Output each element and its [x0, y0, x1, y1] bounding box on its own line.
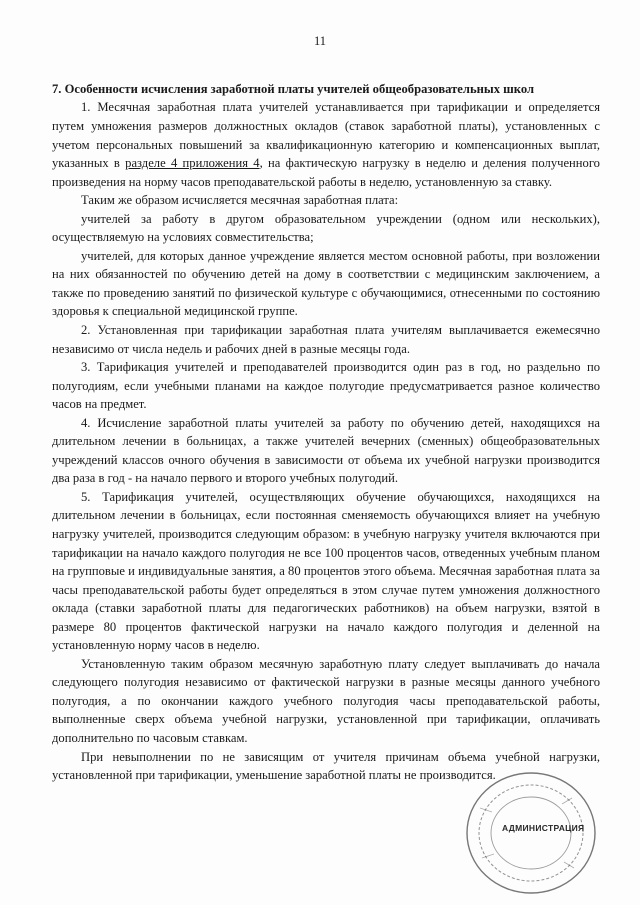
stamp-label: АДМИНИСТРАЦИЯ [502, 823, 585, 833]
paragraph-7: 4. Исчисление заработной платы учителей за работу по обучению детей, находящихся на длительном лечении в больницах, а также учителей вечерних (сменных) общеобразовательных учреждений классов очного обучения в зависимости от объема их учебной нагрузки производится два раза в год - на начало первого и второго учебных полугодий. [52, 415, 600, 486]
official-stamp [462, 768, 600, 898]
paragraph-5: 2. Установленная при тарификации заработная плата учителям выплачивается ежемесячно независимо от числа недель и рабочих дней в разные месяцы года. [52, 322, 600, 356]
stamp-icon [462, 768, 600, 898]
section-heading: 7. Особенности исчисления заработной платы учителей общеобразовательных школ [52, 82, 535, 96]
reference-link[interactable]: разделе 4 приложения 4 [125, 156, 260, 171]
document-body [52, 80, 600, 785]
paragraph-10: При невыполнении по не зависящим от учителя причинам объема учебной нагрузки, установленной при тарификации, уменьшение заработной платы не производится. [52, 749, 600, 783]
paragraph-3: учителей за работу в другом образовательном учреждении (одном или нескольких), осуществляемую на условиях совместительства; [52, 211, 600, 245]
paragraph-2: Таким же образом исчисляется месячная заработная плата: [81, 193, 399, 208]
paragraph-9: Установленную таким образом месячную заработную плату следует выплачивать до начала следующего полугодия независимо от фактической нагрузки в разные месяцы данного учебного полугодия, а по окончании каждого учебного полугодия часы преподавательской работы, выполненные сверх объема учебной нагрузки, установленной при тарификации, оплачивать дополнительно по часовым ставкам. [52, 656, 600, 745]
paragraph-4: учителей, для которых данное учреждение является местом основной работы, при возложении на них обязанностей по обучению детей на дому в соответствии с медицинским заключением, а также по проведению занятий по физической культуре с обучающимися, отнесенными по состоянию здоровья к специальной медицинской группе. [52, 248, 600, 319]
page-number: 11 [313, 34, 327, 48]
paragraph-6: 3. Тарификация учителей и преподавателей производится один раз в год, но раздельно по полугодиям, если учебными планами на каждое полугодие предусматривается разное количество часов на предмет. [52, 360, 600, 412]
paragraph-1: 1. Месячная заработная плата учителей устанавливается при тарификации и определяется путем умножения размеров должностных окладов (ставок заработной платы), установленных с учетом персональных повышений за квалификационную категорию и компенсационных выплат, указанных в разделе 4 приложения 4, на фактическую нагрузку в неделю и деления полученного произведения на норму часов преподавательской работы в неделю, установленную за ставку. [52, 100, 600, 189]
paragraph-8: 5. Тарификация учителей, осуществляющих обучение обучающихся, находящихся на длительном лечении в больницах, если постоянная сменяемость обучающихся влияет на учебную нагрузку учителей, производится следующим образом: в учебную нагрузку учителя включаются при тарификации на начало каждого полугодия не все 100 процентов часов, отведенных учебным планом на групповые и индивидуальные занятия, а 80 процентов этого объема. Месячная заработная плата за часы преподавательской работы будет определяться в этом случае путем умножения должностного оклада (ставки заработной платы для педагогических работников) на объем нагрузки, взятой в размере 80 процентов фактической нагрузки на начало каждого полугодия и деленной на установленную норму часов в неделю. [52, 489, 600, 653]
